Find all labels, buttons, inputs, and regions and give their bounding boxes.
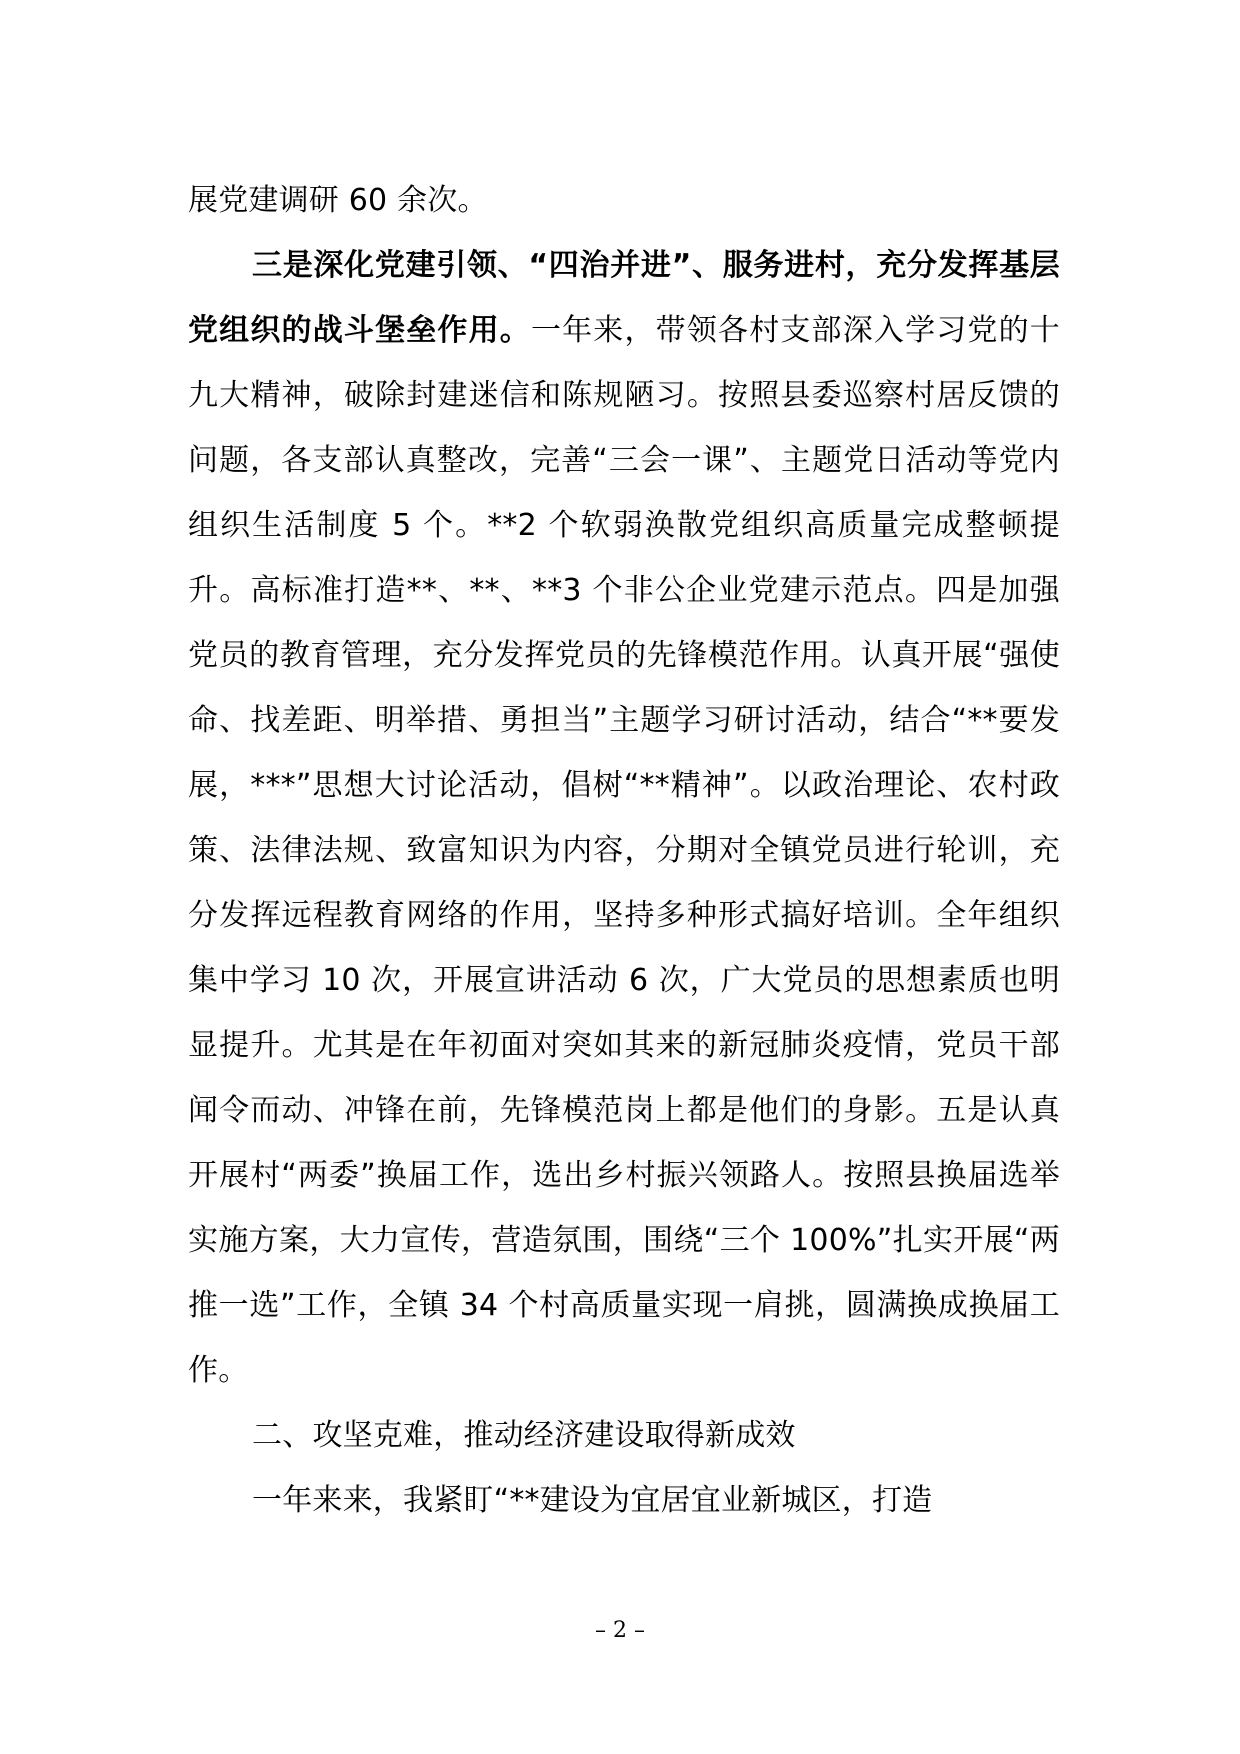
paragraph-party-building bbox=[188, 233, 1060, 1403]
section-heading: 二、攻坚克难，推动经济建设取得新成效 bbox=[252, 1418, 796, 1453]
paragraph-body-text: 一年来，带领各村支部深入学习党的十九大精神，破除封建迷信和陈规陋习。按照县委巡察村居反馈的问题，各支部认真整改，完善“三会一课”、主题党日活动等党内组织生活制度 5 个。**2 个软弱涣散党组织高质量完成整顿提升。高标准打造**、**、**3 个非公企业党建示范点。四是加强党员的教育管理，充分发挥党员的先锋模范作用。认真开展“强使命、找差距、明举措、勇担当”主题学习研讨活动，结合“**要发展，***”思想大讨论活动，倡树“**精神”。以政治理论、农村政策、法律法规、致富知识为内容，分期对全镇党员进行轮训，充分发挥远程教育网络的作用，坚持多种形式搞好培训。全年组织集中学习 10 次，开展宣讲活动 6 次，广大党员的思想素质也明显提升。尤其是在年初面对突如其来的新冠肺炎疫情，党员干部闻令而动、冲锋在前，先锋模范岗上都是他们的身影。五是认真开展村“两委”换届工作，选出乡村振兴领路人。按照县换届选举实施方案，大力宣传，营造氛围，围绕“三个 100%”扎实开展“两推一选”工作，全镇 34 个村高质量实现一肩挑，圆满换成换届工作。 bbox=[188, 313, 1060, 1388]
paragraph-lead-bold: 三是深化党建引领、“四治并进”、服务进村，充分发挥基层党组织的战斗堡垒作用。 bbox=[188, 248, 1060, 348]
paragraph-economy: 一年来来，我紧盯“**建设为宜居宜业新城区，打造 bbox=[252, 1483, 933, 1518]
document-body bbox=[188, 168, 1060, 1533]
page-number: – 2 – bbox=[595, 1618, 645, 1643]
paragraph-continuation: 展党建调研 60 余次。 bbox=[188, 183, 488, 218]
